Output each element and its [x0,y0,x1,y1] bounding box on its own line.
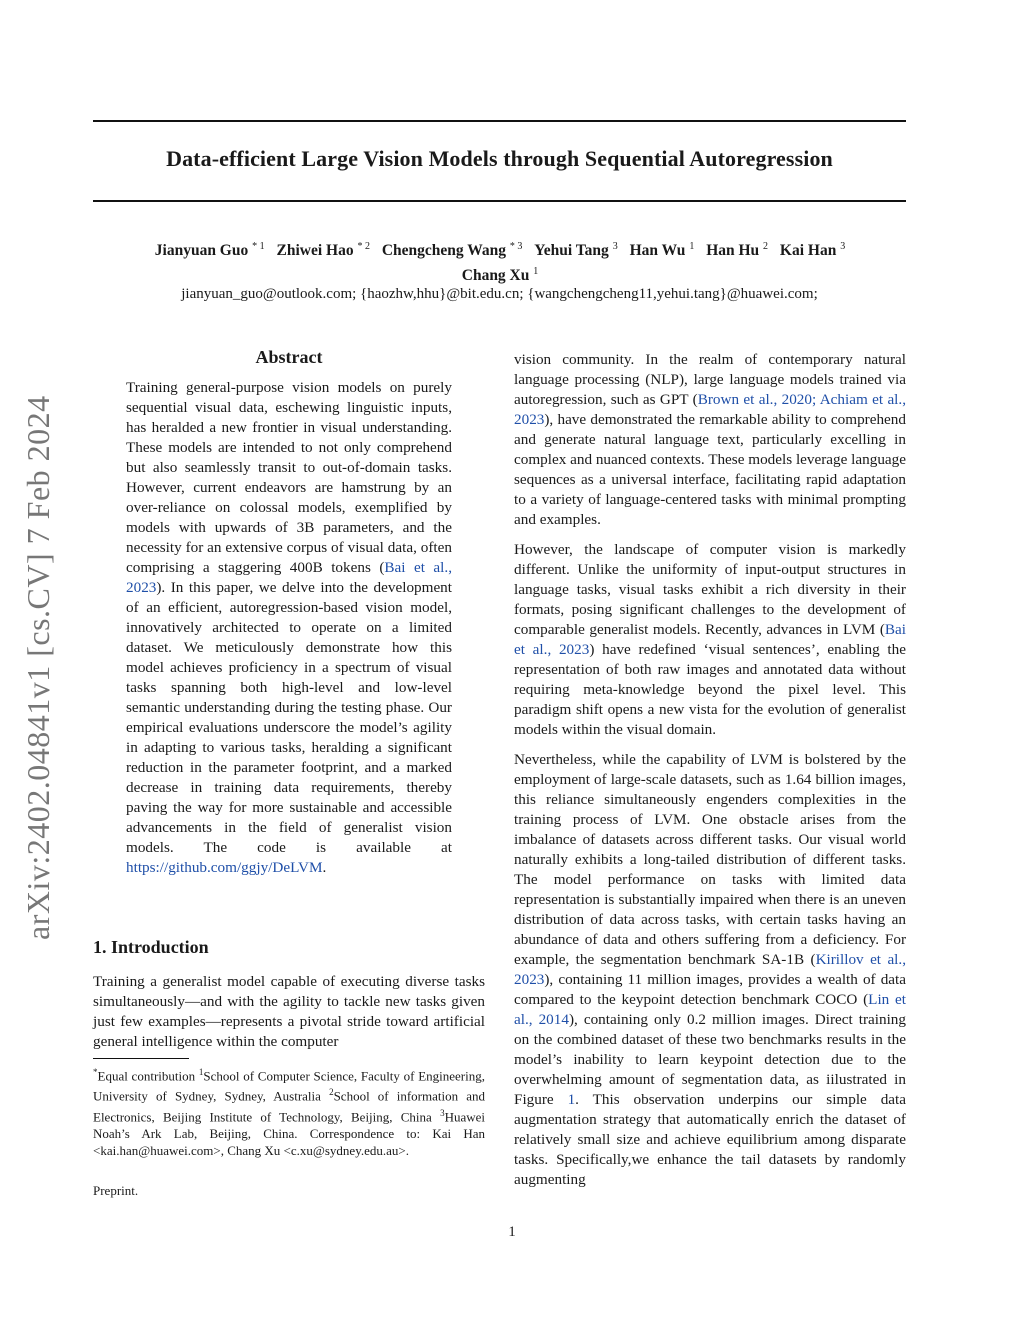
citation-link[interactable]: Kirillov et al., 2023 [514,951,906,988]
page-number: 1 [508,1224,516,1240]
footnote: *Equal contribution $^1$School of Computer Science, Faculty of Engineering, University of Sydney, Sydney, Australia $^2$School of information and Electronics, Beijing Institute of Technology, Beijing, China $^3$Huawei Noah’s Ark Lab, Beijing, China. Correspondence to: Kai Han <kai.han@huawei.com>, Chang Xu <c.xu@sydney.edu.au>. [93,1067,486,1158]
footnote-rule [93,1058,189,1059]
author-emails: jianyuan_guo@outlook.com; {haozhw,hhu}@bit.edu.cn; {wangchengcheng11,yehui.tang}@huawei.com; [181,286,818,302]
figure-ref-link[interactable]: 1 [567,1091,576,1108]
paper-title: Data-efficient Large Vision Models through Sequential Autoregression [166,146,833,171]
preprint-note: Preprint. [93,1183,139,1198]
right-column-text [514,350,906,1200]
paragraph: vision community. In the realm of contemporary natural language processing (NLP), large language models trained via autoregression, such as GPT (Brown et al., 2020; Achiam et al., 2023), have demonstrated the remarkable ability to comprehend and generate natural language text, particularly excelling in complex and nuanced contexts. These models leverage language sequences as a universal interface, facilitating rapid adaptation to a variety of language-centered tasks with minimal prompting and examples. [514,351,906,528]
citation-link[interactable]: Bai et al., 2023 [514,621,906,658]
author: Jianyuan Guo $^{* 1}$ [154,241,265,260]
introduction-text: Training a generalist model capable of executing diverse tasks simultaneously—and with the agility to tackle new tasks given just few examples—represents a pivotal stride toward artificial general intelligence within the computer [93,973,485,1050]
author: Chengcheng Wang $^{* 3}$ [381,241,523,260]
author: Chang Xu $^1$ [461,266,539,285]
author: Han Wu $^1$ [629,241,695,260]
section-heading-introduction: 1. Introduction [93,937,209,957]
author: Kai Han $^3$ [779,241,846,260]
title-rule-top [93,120,906,122]
author-list [100,236,900,286]
abstract-heading: Abstract [255,347,323,367]
paragraph: Nevertheless, while the capability of LVM is bolstered by the employment of large-scale datasets, such as 1.64 billion images, this reliance simultaneously engenders complexities in the training process of LVM. One obstacle arises from the imbalance of datasets across different tasks. Our visual world naturally exhibits a long-tailed distribution of different tasks. The model performance on tasks with limited data representation is substantially impaired when there is an uneven distribution of data across tasks, with certain tasks having an abundance of data and others suffering from a deficiency. For example, the segmentation benchmark SA-1B (Kirillov et al., 2023), containing 11 million images, provides a wealth of data compared to the keypoint detection benchmark COCO (Lin et al., 2014), containing only 0.2 million images. Direct training on the combined dataset of these two benchmarks results in the model’s inability to learn keypoint detection due to the overwhelming amount of segmentation data, as iilustrated in Figure 1. This observation underpins our simple data augmentation strategy that automatically enrich the dataset of relatively small size and achieve equilibrium among disparate tasks. Specifically,we enhance the tail datasets by randomly augmenting [514,751,906,1188]
citation-link[interactable]: Brown et al., 2020; Achiam et al., 2023 [514,391,906,428]
citation-link[interactable]: Bai et al., 2023 [126,559,452,596]
code-link[interactable]: https://github.com/ggjy/DeLVM [126,859,323,876]
paragraph: However, the landscape of computer vision is markedly different. Unlike the uniformity of input-output structures in language tasks, visual tasks exhibit a rich diversity in their formats, posing significant challenges to the development of comparable generalist models. Recently, advances in LVM (Bai et al., 2023) have redefined ‘visual sentences’, enabling the representation of both raw images and annotated data without requiring meta-knowledge beyond the pixel level. This paradigm shift opens a new vista for the evolution of generalist models within the visual domain. [514,541,906,738]
arxiv-stamp: arXiv:2402.04841v1 [cs.CV] 7 Feb 2024 [20,395,56,940]
citation-link[interactable]: Lin et al., 2014 [514,991,906,1028]
title-rule-bottom [93,200,906,202]
abstract-body: Training general-purpose vision models on purely sequential visual data, eschewing linguistic inputs, has heralded a new frontier in visual understanding. These models are intended to not only comprehend but also seamlessly transit to out-of-domain tasks. However, current endeavors are hamstrung by an over-reliance on colossal models, exemplified by models with upwards of 3B parameters, and the necessity for an extensive corpus of visual data, often comprising a staggering 400B tokens (Bai et al., 2023). In this paper, we delve into the development of an efficient, autoregression-based vision model, innovatively architected to operate on a limited dataset. We meticulously demonstrate how this model achieves proficiency in a spectrum of visual tasks spanning both high-level and low-level semantic understanding during the testing phase. Our empirical evaluations underscore the model’s agility in adapting to various tasks, heralding a significant reduction in the parameter footprint, and a marked decrease in training data requirements, thereby paving the way for more sustainable and accessible advancements in the field of generalist vision models. The code is available at https://github.com/ggjy/DeLVM. [126,379,452,876]
author: Zhiwei Hao $^{* 2}$ [276,241,370,260]
author: Han Hu $^2$ [706,241,769,260]
author: Yehui Tang $^3$ [534,241,618,260]
